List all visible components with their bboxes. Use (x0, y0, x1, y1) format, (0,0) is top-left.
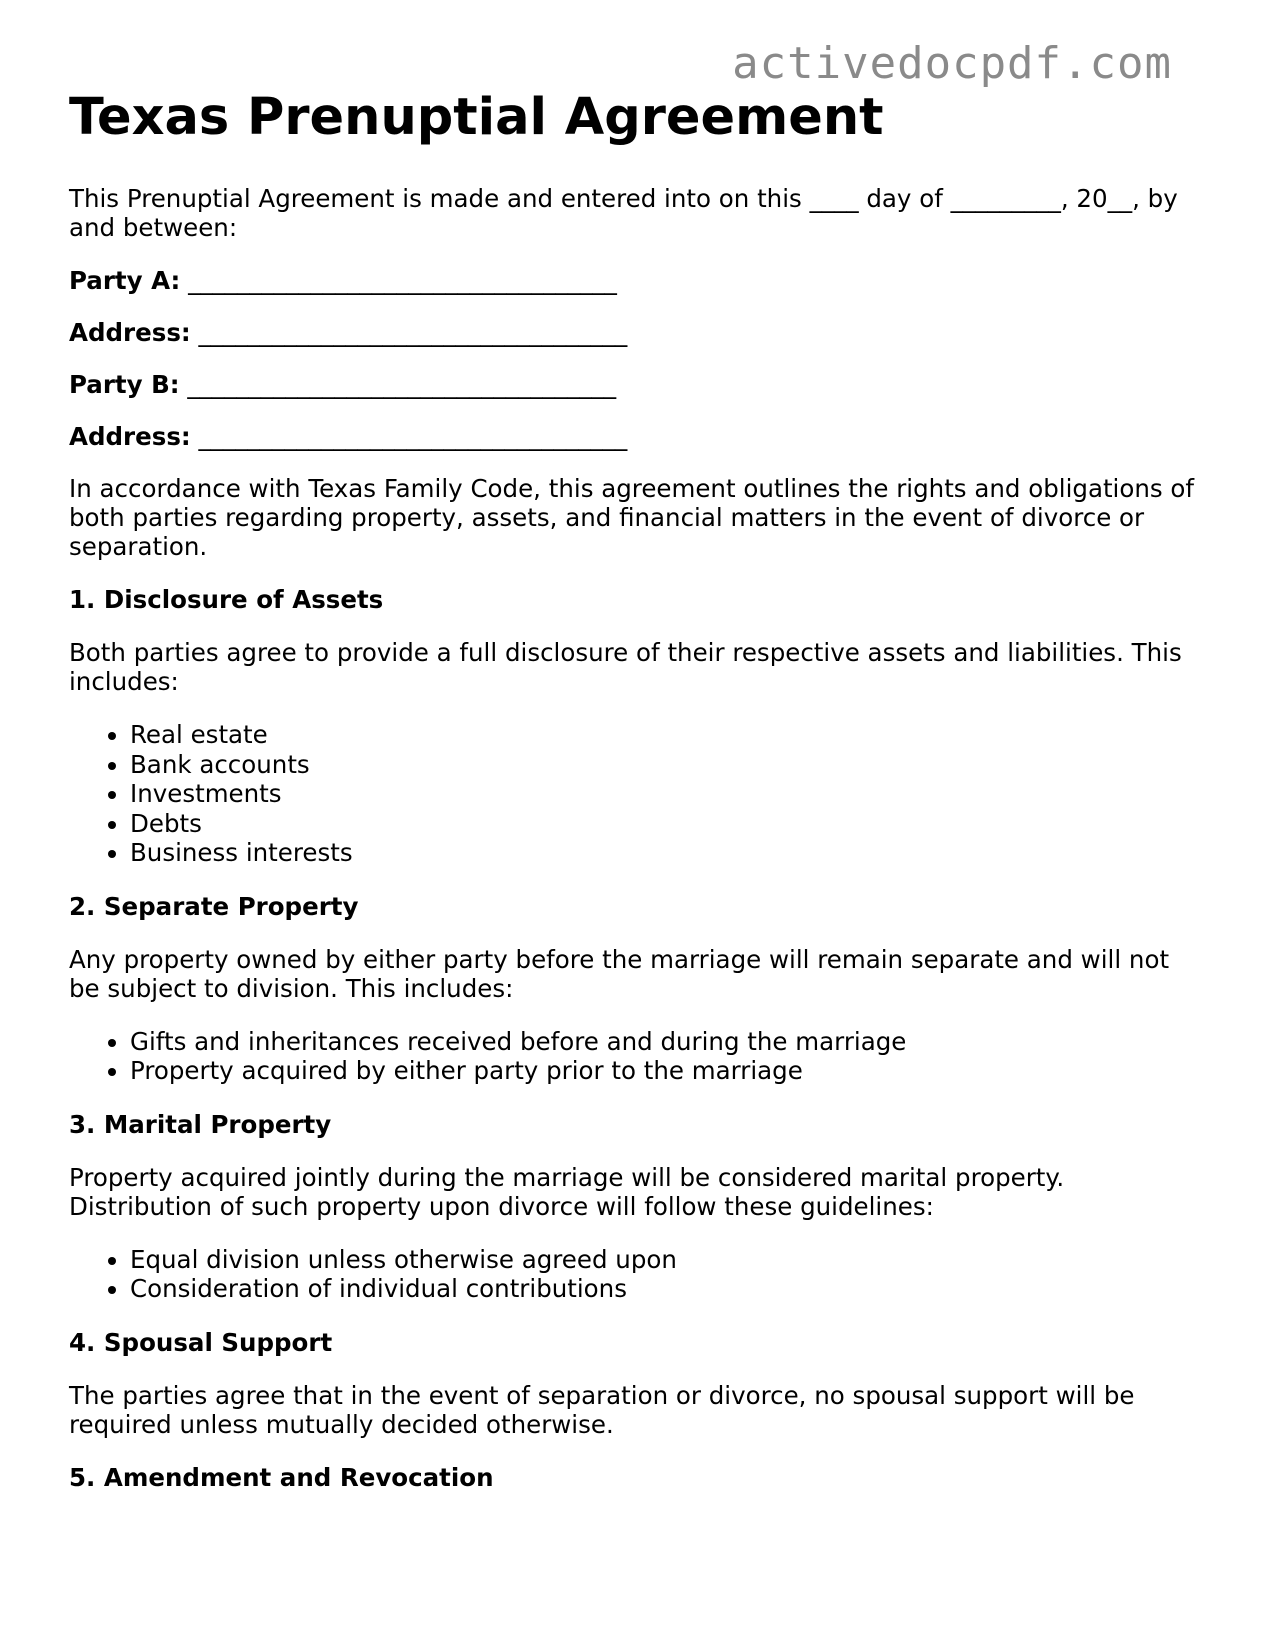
field-label: Party B: (69, 370, 180, 399)
separate-property-list (69, 1027, 1199, 1086)
party-b-blank: ___________________________________ (187, 370, 617, 399)
list-item: • Real estate (130, 720, 1199, 750)
section-body-separate-property: Any property owned by either party before the marriage will remain separate and will not be subject to division. This includes: (69, 944, 1170, 1003)
list-item: • Bank accounts (130, 750, 1199, 780)
section-body-marital-property: Property acquired jointly during the marriage will be considered marital property. Distribution of such property upon divorce will follow these guidelines: (69, 1162, 1065, 1221)
disclosure-list (69, 720, 1199, 868)
section-heading-spousal-support: 4. Spousal Support (69, 1327, 333, 1357)
watermark: activedocpdf.com (732, 38, 1172, 89)
list-item: • Equal division unless otherwise agreed upon (130, 1245, 1199, 1275)
list-item: • Debts (130, 809, 1199, 839)
field-label: Address: (69, 318, 191, 347)
party-b-field (69, 370, 1199, 399)
section-heading-separate-property: 2. Separate Property (69, 891, 359, 921)
list-item: • Consideration of individual contributions (130, 1274, 1199, 1304)
party-a-field (69, 266, 1199, 295)
list-item: • Gifts and inheritances received before and during the marriage (130, 1027, 1199, 1057)
document-title: Texas Prenuptial Agreement (69, 88, 884, 147)
list-item: • Property acquired by either party prior to the marriage (130, 1056, 1199, 1086)
list-item: • Business interests (130, 838, 1199, 868)
section-body-spousal-support: The parties agree that in the event of separation or divorce, no spousal support will be required unless mutually decided otherwise. (69, 1380, 1135, 1439)
field-label: Party A: (69, 266, 181, 295)
section-heading-marital-property: 3. Marital Property (69, 1109, 332, 1139)
party-a-address-blank: ___________________________________ (198, 318, 628, 347)
section-heading-disclosure: 1. Disclosure of Assets (69, 585, 384, 614)
document-page (69, 88, 1199, 1516)
section-body-disclosure: Both parties agree to provide a full disclosure of their respective assets and liabilities. This includes: (69, 638, 1182, 696)
party-b-address-blank: ___________________________________ (198, 422, 628, 451)
field-label: Address: (69, 422, 191, 451)
intro-paragraph: This Prenuptial Agreement is made and entered into on this ____ day of _________, 20__, by and between: (69, 184, 1178, 242)
marital-property-list (69, 1245, 1199, 1304)
section-heading-amendment: 5. Amendment and Revocation (69, 1462, 494, 1492)
party-b-address-field (69, 422, 1199, 451)
party-a-blank: ___________________________________ (188, 266, 617, 295)
party-a-address-field (69, 318, 1199, 347)
preamble-paragraph: In accordance with Texas Family Code, this agreement outlines the rights and obligations of both parties regarding property, assets, and financial matters in the event of divorce or separation. (69, 474, 1195, 561)
list-item: • Investments (130, 779, 1199, 809)
